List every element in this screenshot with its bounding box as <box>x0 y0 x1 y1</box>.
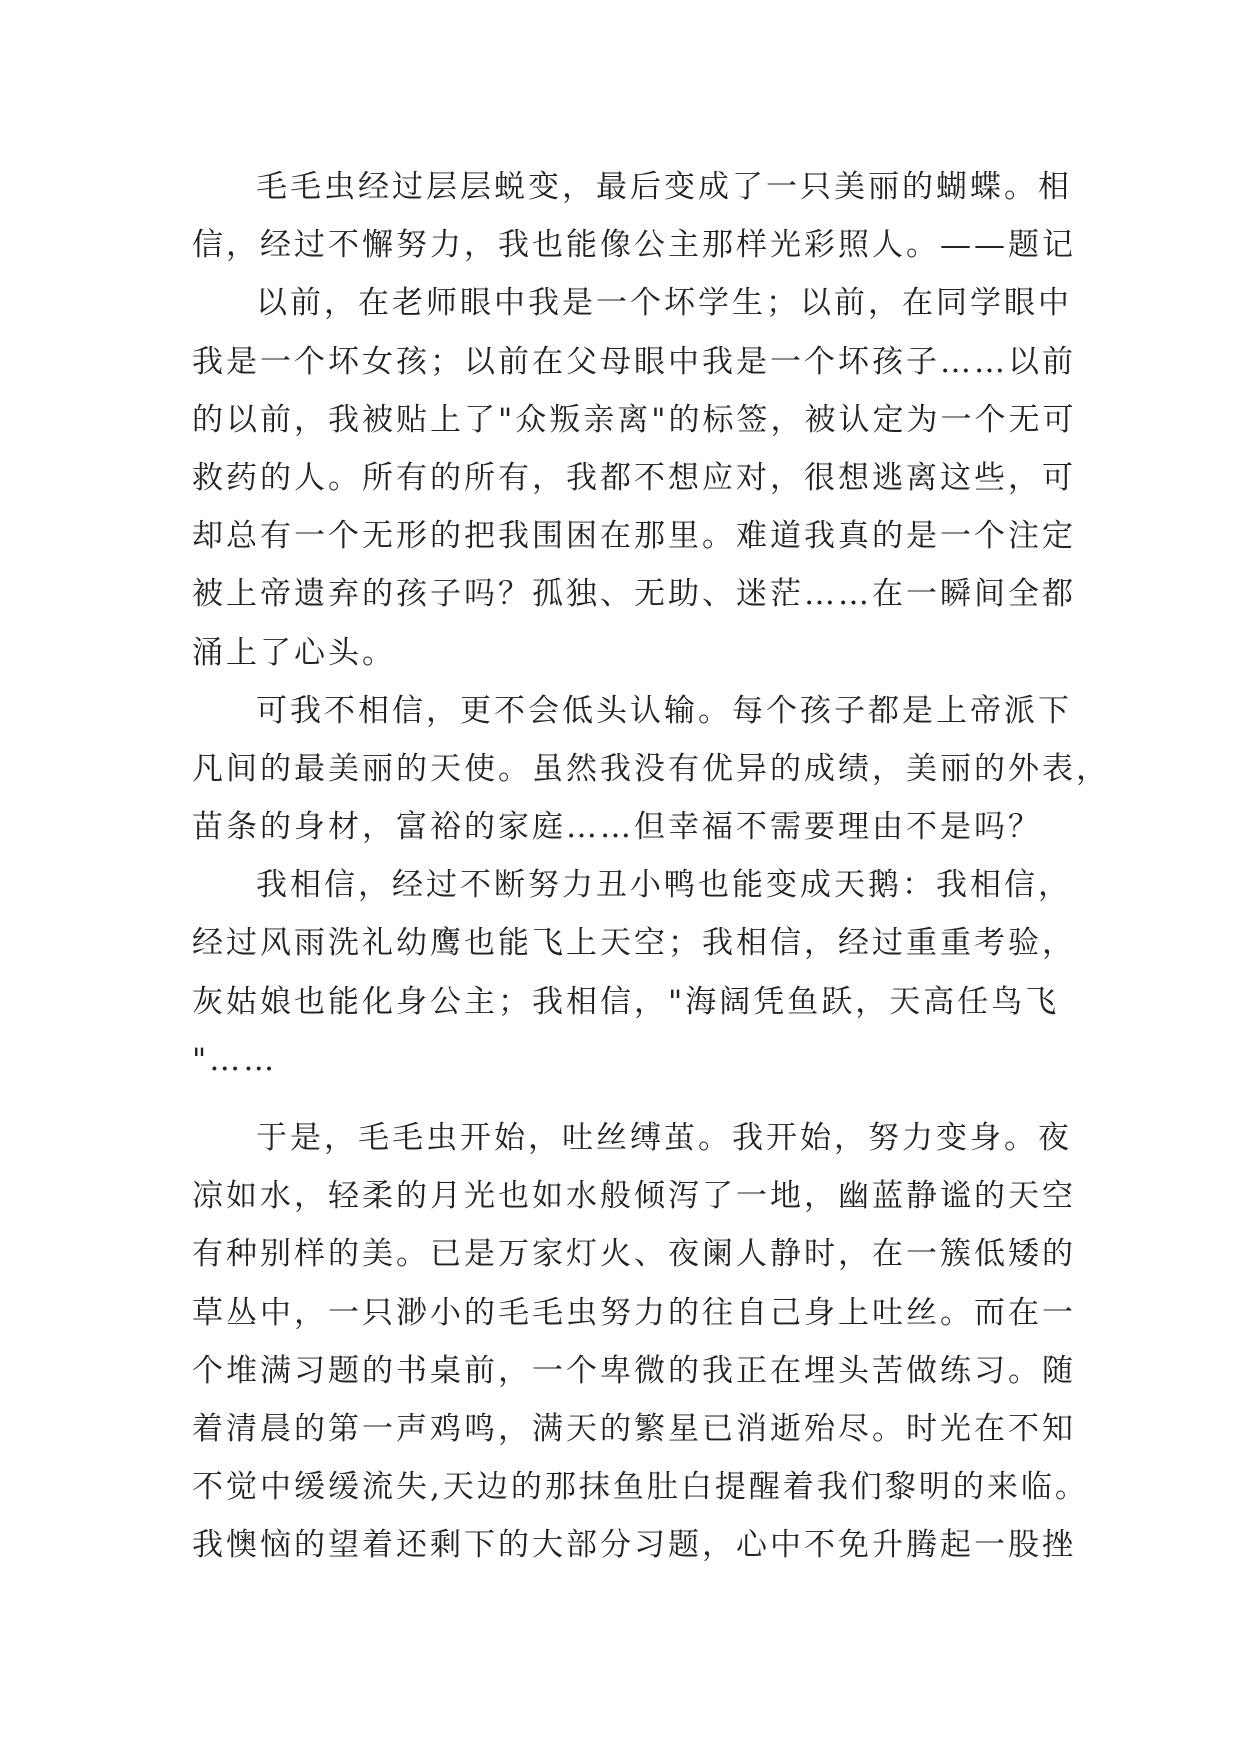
paragraph-line: 着清晨的第一声鸡鸣，满天的繁星已消逝殆尽。时光在不知 <box>192 1410 1076 1447</box>
paragraph-line: 可我不相信，更不会低头认输。每个孩子都是上帝派下 <box>256 692 1072 729</box>
paragraph-line: 我相信，经过不断努力丑小鸭也能变成天鹅：我相信， <box>256 867 1072 904</box>
paragraph-line: 以前，在老师眼中我是一个坏学生；以前，在同学眼中 <box>256 285 1072 322</box>
paragraph-line: 信，经过不懈努力，我也能像公主那样光彩照人。——题记 <box>192 227 1076 264</box>
paragraph-line: 被上帝遗弃的孩子吗？孤独、无助、迷茫……在一瞬间全都 <box>192 576 1076 613</box>
paragraph-line: 经过风雨洗礼幼鹰也能飞上天空；我相信，经过重重考验， <box>192 925 1076 962</box>
paragraph-line: 苗条的身材，富裕的家庭……但幸福不需要理由不是吗？ <box>192 809 1042 846</box>
document-body <box>192 158 1110 1575</box>
paragraph-line: 不觉中缓缓流失,天边的那抹鱼肚白提醒着我们黎明的来临。 <box>192 1469 1089 1506</box>
paragraph-line: 灰姑娘也能化身公主；我相信，"海阔凭鱼跃，天高任鸟飞 <box>192 983 1060 1020</box>
paragraph-line: 凡间的最美丽的天使。虽然我没有优异的成绩，美丽的外表， <box>192 750 1110 787</box>
paragraph-line: 我是一个坏女孩；以前在父母眼中我是一个坏孩子……以前 <box>192 343 1076 380</box>
paragraph-line: 草丛中，一只渺小的毛毛虫努力的往自己身上吐丝。而在一 <box>192 1294 1076 1331</box>
paragraph-line: 救药的人。所有的所有，我都不想应对，很想逃离这些，可 <box>192 459 1076 496</box>
paragraph-line: 的以前，我被贴上了"众叛亲离"的标签，被认定为一个无可 <box>192 401 1077 438</box>
paragraph-line: "…… <box>192 1041 278 1078</box>
paragraph-line: 涌上了心头。 <box>192 634 396 671</box>
paragraph-line: 却总有一个无形的把我围困在那里。难道我真的是一个注定 <box>192 518 1076 555</box>
paragraph-line: 毛毛虫经过层层蜕变，最后变成了一只美丽的蝴蝶。相 <box>256 169 1072 205</box>
paragraph-line: 凉如水，轻柔的月光也如水般倾泻了一地，幽蓝静谧的天空 <box>192 1178 1076 1215</box>
paragraph-line: 我懊恼的望着还剩下的大部分习题，心中不免升腾起一股挫 <box>192 1527 1076 1564</box>
paragraph-line: 个堆满习题的书桌前，一个卑微的我正在埋头苦做练习。随 <box>192 1352 1076 1389</box>
paragraph-line: 有种别样的美。已是万家灯火、夜阑人静时，在一簇低矮的 <box>192 1236 1076 1273</box>
paragraph-line: 于是，毛毛虫开始，吐丝缚茧。我开始，努力变身。夜 <box>256 1120 1072 1156</box>
